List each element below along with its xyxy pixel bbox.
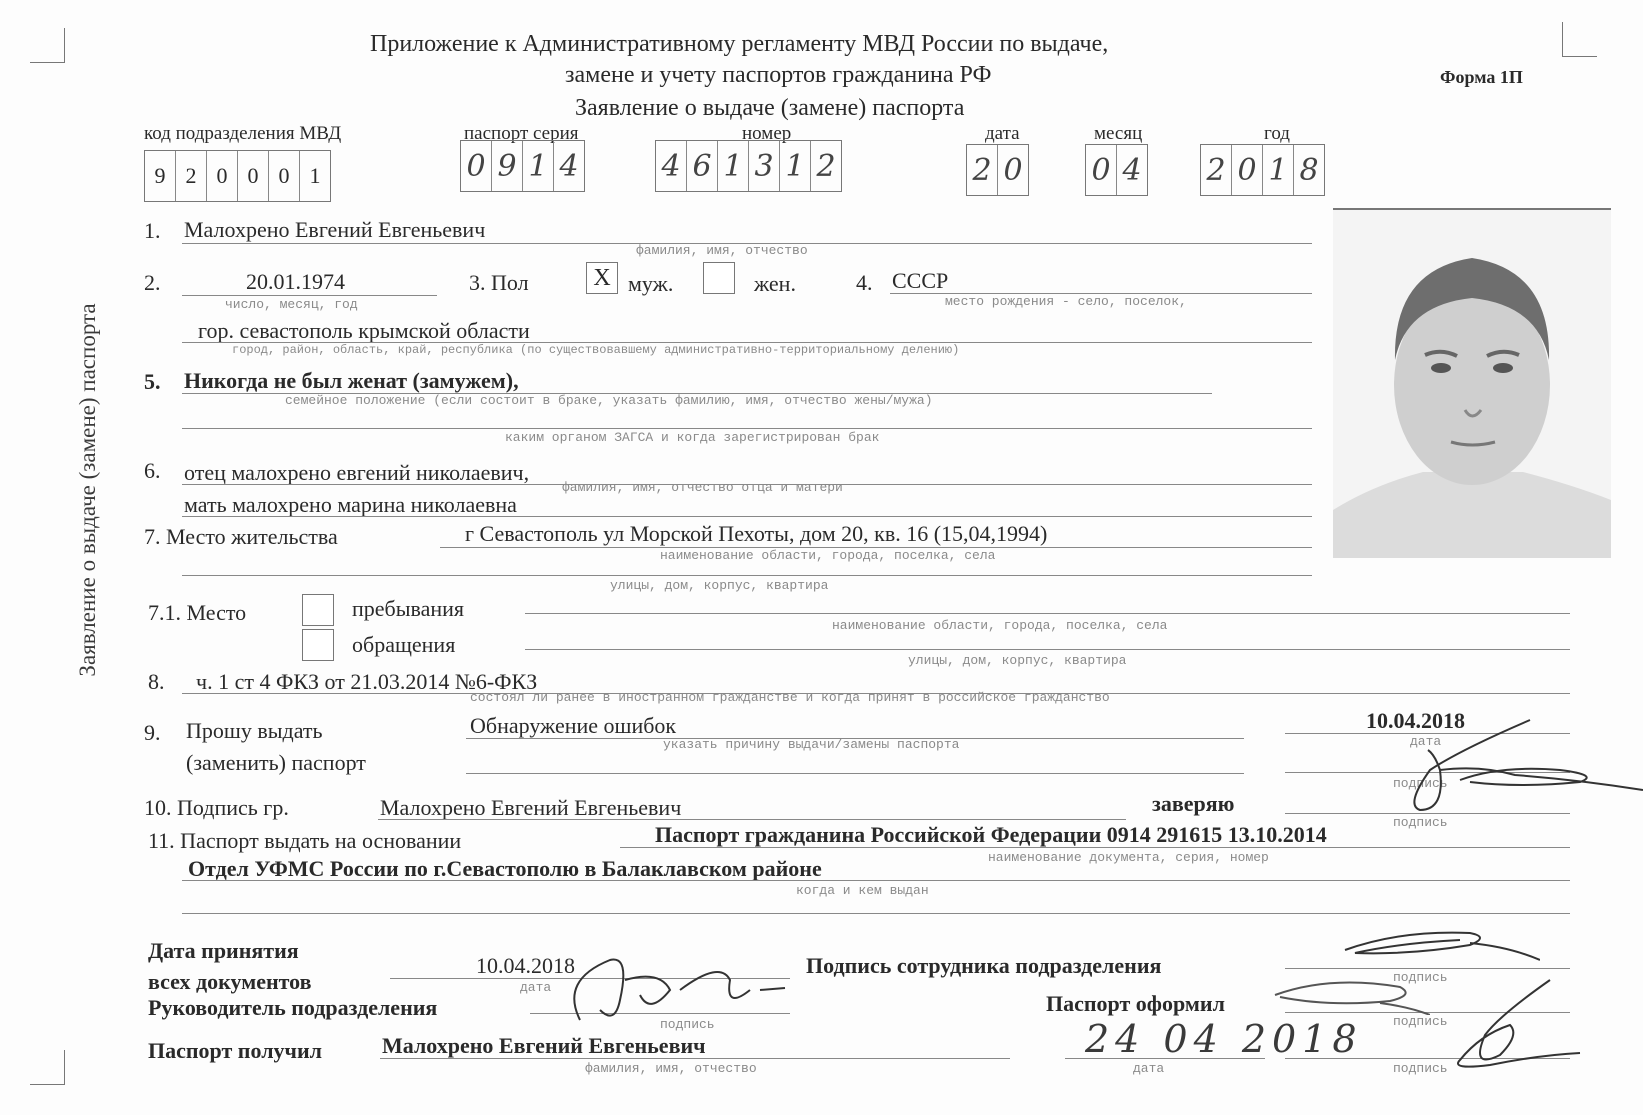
residence-hint: наименование области, города, поселка, села [660, 548, 996, 563]
sex-label: 3. Пол [469, 270, 529, 295]
corner-mark-bottom-left [30, 1050, 65, 1085]
field-1-number: 1. [144, 218, 161, 243]
basis-extra-line [182, 913, 1570, 914]
form-number: Форма 1П [1440, 67, 1523, 87]
full-name-value[interactable]: Малохрено Евгений Евгеньевич [184, 217, 486, 242]
digit-cell: 2 [1201, 145, 1232, 195]
residence-street-line [182, 575, 1312, 576]
birth-date-hint: число, месяц, год [225, 297, 358, 312]
digit-cell: 0 [1003, 152, 1023, 188]
received-date-hint: дата [1133, 1061, 1165, 1076]
residence-value[interactable]: г Севастополь ул Морской Пехоты, дом 20, кв. 16 (15,04,1994) [465, 521, 1048, 546]
birthplace-hint: место рождения - село, поселок, [945, 294, 1187, 309]
stay-checkbox[interactable] [302, 594, 334, 626]
birth-date-value[interactable]: 20.01.1974 [246, 269, 345, 294]
stay-line [525, 613, 1570, 614]
digit-cell: 8 [1299, 152, 1319, 188]
received-sign-hint: подпись [1393, 1061, 1448, 1076]
series-label: паспорт серия [464, 123, 579, 144]
corner-mark-top-right [1562, 22, 1597, 57]
received-name-line [380, 1058, 1010, 1059]
basis-document-hint: наименование документа, серия, номер [988, 850, 1269, 865]
request-line [525, 649, 1570, 650]
digit-cell: 3 [749, 141, 780, 191]
reason-value[interactable]: Обнаружение ошибок [470, 713, 677, 738]
signature-citizen-line [378, 819, 1126, 820]
mvd-code-cells[interactable] [144, 150, 331, 202]
head-of-unit-label: Руководитель подразделения [148, 995, 438, 1020]
marital-status-hint: семейное положение (если состоит в браке, указать фамилию, имя, отчество жены/мужа) [285, 393, 933, 408]
year-cells[interactable] [1200, 144, 1325, 196]
digit-cell: 4 [656, 141, 687, 191]
signature-employee-icon [1340, 925, 1540, 965]
field-2-number: 2. [144, 270, 161, 295]
female-checkbox[interactable] [703, 262, 735, 294]
digit-cell: 1 [1263, 145, 1294, 195]
certify-sign-hint: подпись [1393, 815, 1448, 830]
certify-sign-line [1285, 813, 1570, 814]
received-date-value[interactable]: 24 04 2018 [1085, 1017, 1363, 1061]
stay-place-label: 7.1. Место [148, 600, 247, 625]
birthplace-country-value[interactable]: СССР [892, 268, 949, 293]
digit-cell: 0 [238, 151, 269, 201]
field-5-number: 5. [144, 369, 161, 394]
stay-hint: наименование области, города, поселка, села [832, 618, 1168, 633]
digit-cell: 6 [687, 141, 718, 191]
signature-citizen-label: 10. Подпись гр. [144, 795, 289, 820]
basis-issuer-value[interactable]: Отдел УФМС России по г.Севастополю в Балаклавском районе [188, 856, 822, 881]
page-title: Заявление о выдаче (замене) паспорта [575, 95, 965, 121]
parents-mother-value[interactable]: мать малохрено марина николаевна [184, 492, 517, 517]
basis-document-value[interactable]: Паспорт гражданина Российской Федерации 0914 291615 13.10.2014 [655, 822, 1327, 847]
reason-hint: указать причину выдачи/замены паспорта [663, 737, 960, 752]
digit-cell: 2 [967, 145, 998, 195]
number-cells[interactable] [655, 140, 842, 192]
accept-date-line [390, 978, 790, 979]
reason-line-2 [466, 773, 1244, 774]
field-4-number: 4. [856, 270, 873, 295]
basis-issuer-line [182, 880, 1570, 881]
request-label-1: Прошу выдать [186, 718, 323, 743]
digit-cell: 2 [176, 151, 207, 201]
accept-date-value[interactable]: 10.04.2018 [476, 953, 575, 978]
application-date-value[interactable]: 10.04.2018 [1366, 708, 1465, 733]
application-sign-hint: подпись [1393, 776, 1448, 791]
employee-sign-hint: подпись [1393, 970, 1448, 985]
header-line-1: Приложение к Административному регламенту МВД России по выдаче, [370, 31, 1109, 57]
head-sign-line [530, 1013, 790, 1014]
birth-date-line [182, 295, 437, 296]
received-label: Паспорт получил [148, 1038, 322, 1063]
stay-option-label: пребывания [352, 596, 465, 621]
female-label: жен. [754, 271, 796, 296]
field-6-number: 6. [144, 458, 161, 483]
marital-status-value[interactable]: Никогда не был женат (замужем), [184, 368, 519, 393]
request-label-2: (заменить) паспорт [186, 750, 366, 775]
citizenship-hint: состоял ли ранее в иностранном гражданстве и когда принят в российское гражданство [470, 690, 1110, 705]
number-label: номер [742, 123, 792, 144]
digit-cell: 9 [492, 141, 523, 191]
male-label: муж. [628, 271, 674, 296]
issued-by-sign-hint: подпись [1393, 1014, 1448, 1029]
application-date-hint: дата [1410, 734, 1442, 749]
birthplace-city-hint: город, район, область, край, республика (по существовавшему административно-территориальному делению) [232, 343, 960, 357]
request-option-label: обращения [352, 632, 456, 657]
male-checkbox[interactable]: X [586, 262, 618, 294]
employee-sign-label: Подпись сотрудника подразделения [806, 953, 1162, 978]
received-date-line [1065, 1058, 1265, 1059]
digit-cell: 1 [309, 163, 321, 188]
citizenship-value[interactable]: ч. 1 ст 4 ФКЗ от 21.03.2014 №6-ФКЗ [196, 669, 538, 694]
full-name-hint: фамилия, имя, отчество [636, 243, 808, 258]
person-photo-icon [1333, 210, 1611, 558]
head-sign-hint: подпись [660, 1017, 715, 1032]
digit-cell: 1 [718, 141, 749, 191]
registry-hint: каким органом ЗАГСА и когда зарегистрирован брак [505, 430, 880, 445]
day-cells[interactable] [966, 144, 1029, 196]
corner-mark-top-left [30, 28, 65, 63]
month-label: месяц [1094, 123, 1143, 144]
mvd-code-label: код подразделения МВД [144, 123, 342, 144]
birthplace-city-value[interactable]: гор. севастополь крымской области [198, 318, 530, 343]
header-line-2: замене и учету паспортов гражданина РФ [565, 62, 992, 88]
digit-cell: 1 [780, 141, 811, 191]
received-sign-line [1285, 1058, 1570, 1059]
residence-label: 7. Место жительства [144, 524, 338, 549]
digit-cell: 0 [1232, 145, 1263, 195]
parents-line-2 [182, 516, 1312, 517]
accept-date-label-1: Дата принятия [148, 938, 299, 963]
field-9-number: 9. [144, 720, 161, 745]
accept-date-label-2: всех документов [148, 969, 312, 994]
digit-cell: 0 [207, 151, 238, 201]
basis-document-line [620, 847, 1570, 848]
digit-cell: 0 [1086, 145, 1117, 195]
signature-receiver-icon [1440, 975, 1600, 1075]
digit-cell: 0 [461, 141, 492, 191]
month-cells[interactable] [1085, 144, 1148, 196]
parents-hint: фамилия, имя, отчество отца и матери [562, 480, 843, 495]
basis-issuer-hint: когда и кем выдан [796, 883, 929, 898]
residence-street-hint: улицы, дом, корпус, квартира [610, 578, 829, 593]
year-label: год [1264, 123, 1290, 144]
series-cells[interactable] [460, 140, 585, 192]
digit-cell: 9 [145, 151, 176, 201]
digit-cell: 2 [816, 148, 836, 184]
day-label: дата [985, 123, 1020, 144]
certify-label: заверяю [1152, 791, 1235, 816]
signature-citizen-name[interactable]: Малохрено Евгений Евгеньевич [380, 795, 682, 820]
employee-sign-line [1285, 968, 1570, 969]
request-hint: улицы, дом, корпус, квартира [908, 653, 1127, 668]
parents-father-value[interactable]: отец малохрено евгений николаевич, [184, 460, 530, 485]
field-8-number: 8. [148, 669, 165, 694]
received-name-value[interactable]: Малохрено Евгений Евгеньевич [382, 1033, 706, 1058]
basis-label: 11. Паспорт выдать на основании [148, 828, 462, 853]
issued-by-label: Паспорт оформил [1046, 991, 1225, 1016]
request-checkbox[interactable] [302, 629, 334, 661]
digit-cell: 4 [1122, 152, 1142, 188]
digit-cell: 1 [523, 141, 554, 191]
registry-line [182, 428, 1312, 429]
application-sign-line [1285, 772, 1570, 773]
applicant-photo [1333, 208, 1611, 558]
digit-cell: 0 [269, 151, 300, 201]
side-title: Заявление о выдаче (замене) паспорта [75, 303, 100, 677]
digit-cell: 4 [559, 148, 579, 184]
received-name-hint: фамилия, имя, отчество [585, 1061, 757, 1076]
accept-date-hint: дата [520, 980, 552, 995]
issued-by-sign-line [1285, 1012, 1570, 1013]
